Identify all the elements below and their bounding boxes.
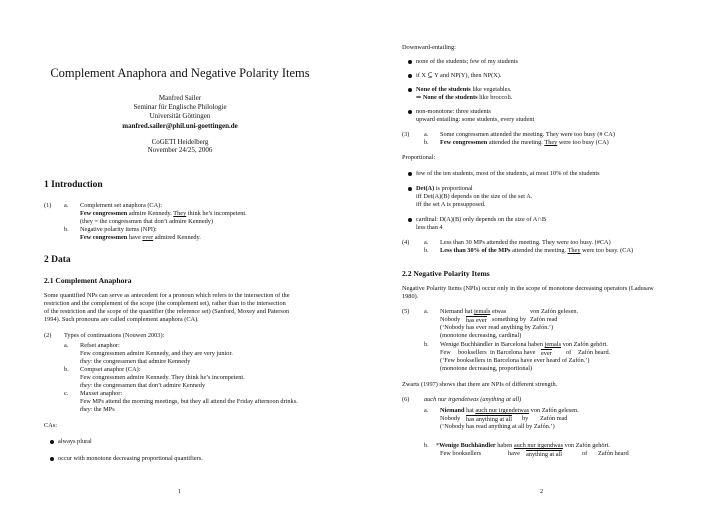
example-label: b. (64, 366, 69, 373)
example-label: a. (424, 407, 429, 414)
subsection-heading: 2.1 Complement Anaphora (44, 276, 132, 285)
example-line: von Zafón gelesen. (530, 308, 579, 315)
example-line: Wenige Buchhändler in Barcelona haben jemals von Zafón gehört. (440, 341, 608, 348)
paragraph-line: of the restriction and the scope of the quantifier (the reference set) (Sanford, Moxey and Paterson (44, 308, 290, 315)
gloss-word: Zafón read (530, 316, 558, 323)
example-label: a. (424, 131, 429, 138)
example-line: Few MPs attend the morning meetings, but they all attend the Friday afternoon drinks. (80, 398, 298, 405)
gloss-word: of (566, 349, 572, 356)
page-2 (360, 0, 720, 509)
gloss-word: Zafón heard. (578, 349, 611, 356)
gloss-word: Zafón read (540, 415, 568, 422)
example-heading: Complement set anaphora (CA): (80, 202, 163, 209)
example-line: Less than 30% of the MPs attended the meeting. They were too busy. (CA) (440, 247, 634, 254)
example-line: Niemand hat jemals etwas (440, 308, 507, 315)
section-heading-1: 1 Introduction (44, 180, 103, 190)
bullet-icon (50, 457, 54, 461)
annotation: (monotone decreasing, proportional) (440, 365, 533, 372)
page-number: 2 (540, 488, 544, 495)
bullet-icon (408, 218, 412, 222)
section-label: Downward-entailing: (402, 44, 456, 51)
cas-label: CAs: (44, 422, 57, 429)
example-gloss: they: the MPs (80, 406, 115, 413)
example-heading: Types of continuations (Nouwen 2003): (64, 332, 165, 339)
bullet-icon (408, 110, 412, 114)
subsection-heading: 2.2 Negative Polarity Items (402, 269, 490, 278)
example-heading: Compset anaphor (CA): (80, 366, 141, 373)
paragraph-line: 1994). Such pronouns are called complement anaphora (CA). (44, 316, 199, 323)
bullet-icon (408, 60, 412, 64)
page-number: 1 (178, 488, 182, 495)
affiliation-2: Universität Göttingen (149, 112, 211, 120)
bullet-item: occur with monotone decreasing proportional quantifiers. (50, 455, 203, 463)
gloss-word: Few booksellers (440, 450, 482, 457)
bullet-item: cardinal: D(A)(B) only depends on the size of A∩B (408, 216, 546, 224)
bullet-icon (408, 172, 412, 176)
example-number: (2) (44, 332, 52, 339)
bullet-subline: iff Det(A)(B) depends on the size of the set A. (416, 193, 533, 200)
paragraph-line: Negative Polarity Items (NPIs) occur only in the scope of monotone decreasing operators (Ladusaw (402, 285, 654, 292)
example-gloss: (they = the congressmen that don’t admire Kennedy) (80, 218, 214, 225)
example-label: c. (64, 390, 69, 397)
bullet-item: Det(A) is proportional (408, 185, 473, 193)
venue: CoGETI Heidelberg (151, 138, 209, 146)
date: November 24/25, 2006 (147, 146, 213, 154)
example-gloss: they: the congressmen that admire Kennedy (80, 358, 191, 365)
example-line: Few congressmen admire Kennedy. They think he’s incompetent. (80, 374, 245, 381)
example-label: b. (424, 442, 429, 449)
bullet-icon (50, 440, 54, 444)
bullet-item: always plural (50, 438, 92, 446)
example-label: b. (64, 226, 69, 233)
gloss-word: have (508, 450, 520, 457)
bullet-item: none of the students; few of my students (408, 58, 518, 66)
section-label: Proportional: (402, 154, 436, 161)
bullet-subline: upward entailing: some students, every student (416, 116, 535, 123)
example-label: a. (424, 239, 429, 246)
page-title: Complement Anaphora and Negative Polarity Items (50, 66, 310, 80)
gloss-word: ever (541, 350, 552, 357)
gloss-word: has anything at all (466, 416, 512, 423)
bullet-icon (408, 74, 412, 78)
example-heading: Maxset anaphor: (80, 390, 123, 397)
gloss-word: booksellers (458, 349, 487, 356)
example-label: b. (424, 139, 429, 146)
paragraph-line: 1980). (402, 293, 419, 300)
example-line: Less than 30 MPs attended the meeting. They were too busy. (#CA) (440, 239, 611, 246)
example-label: b. (424, 247, 429, 254)
gloss-word: Nobody (440, 415, 461, 422)
bullet-subline: less than 4 (416, 224, 443, 231)
example-gloss: they: the congressmen that don’t admire Kennedy (80, 382, 206, 389)
paragraph-line: Zwarts (1997) shows that there are NPIs of different strength. (402, 381, 558, 388)
gloss-word: in Barcelona have (490, 349, 536, 356)
bullet-item: if X ⊆ Y and NP(Y), then NP(X). (408, 72, 501, 80)
example-label: a. (64, 202, 69, 209)
example-line: *Wenige Buchhändler haben auch nur irgendwas von Zafón gehört. (436, 442, 610, 449)
example-line: Few congressmen attended the meeting. They were too busy (CA) (440, 139, 609, 146)
gloss-word: Zafón heard (598, 450, 629, 457)
example-label: a. (424, 308, 429, 315)
bullet-icon (408, 187, 412, 191)
annotation: (monotone decreasing, cardinal) (440, 332, 522, 339)
example-number: (1) (44, 202, 52, 209)
paragraph-line: Some quantified NPs can serve as antecedent for a pronoun which refers to the intersection of the (44, 292, 290, 299)
email[interactable]: manfred.sailer@phil.uni-goettingen.de (122, 122, 238, 130)
example-line: Few congressmen admire Kennedy, and they are very junior. (80, 350, 233, 357)
entailment-line: ⇒ None of the students like broccoli. (416, 94, 513, 101)
bullet-subline: iff the set A is presupposed. (416, 201, 486, 208)
bullet-item: non-monotone: three students (408, 108, 491, 116)
gloss-word: by (522, 415, 529, 422)
example-line: Few congressmen have ever admired Kennedy. (80, 234, 201, 241)
example-number: (6) (402, 396, 410, 403)
section-heading-2: 2 Data (44, 255, 71, 265)
affiliation-1: Seminar für Englische Philologie (133, 103, 227, 111)
example-line: Few congressmen admire Kennedy. They think he’s incompetent. (80, 210, 247, 217)
bullet-item: None of the students like vegetables. (408, 86, 512, 94)
translation: (‘Nobody has read anything at all by Zafón.’) (440, 423, 555, 430)
bullet-item: few of the ten students, most of the students, at most 10% of the students (408, 170, 600, 178)
translation: (‘Few booksellers in Barcelona have ever heard of Zafón.’) (440, 357, 590, 364)
example-heading: Negative polarity items (NPI): (80, 226, 157, 233)
example-number: (5) (402, 308, 410, 315)
example-label: b. (424, 341, 429, 348)
translation: (‘Nobody has ever read anything by Zafón.’) (440, 324, 554, 331)
example-number: (4) (402, 239, 410, 246)
gloss-word: has ever (466, 317, 487, 324)
gloss-word: something by (492, 316, 527, 323)
bullet-icon (408, 88, 412, 92)
paragraph-line: restriction and the complement of the scope (the complement set), rather than to the intersection (44, 300, 286, 307)
example-line: Some congressmen attended the meeting. They were too busy (# CA) (440, 131, 615, 138)
example-heading: auch nur irgendetwas (anything at all) (424, 396, 522, 403)
gloss-word: of (582, 450, 588, 457)
gloss-word: Nobody (440, 316, 461, 323)
gloss-word: Few (440, 349, 451, 356)
author: Manfred Sailer (158, 94, 202, 102)
example-line: Niemand hat auch nur irgendetwas von Zafón gelesen. (440, 407, 579, 414)
example-label: a. (64, 342, 69, 349)
example-number: (3) (402, 131, 410, 138)
gloss-word: anything at all (526, 451, 563, 458)
example-heading: Refset anaphor: (80, 342, 120, 349)
